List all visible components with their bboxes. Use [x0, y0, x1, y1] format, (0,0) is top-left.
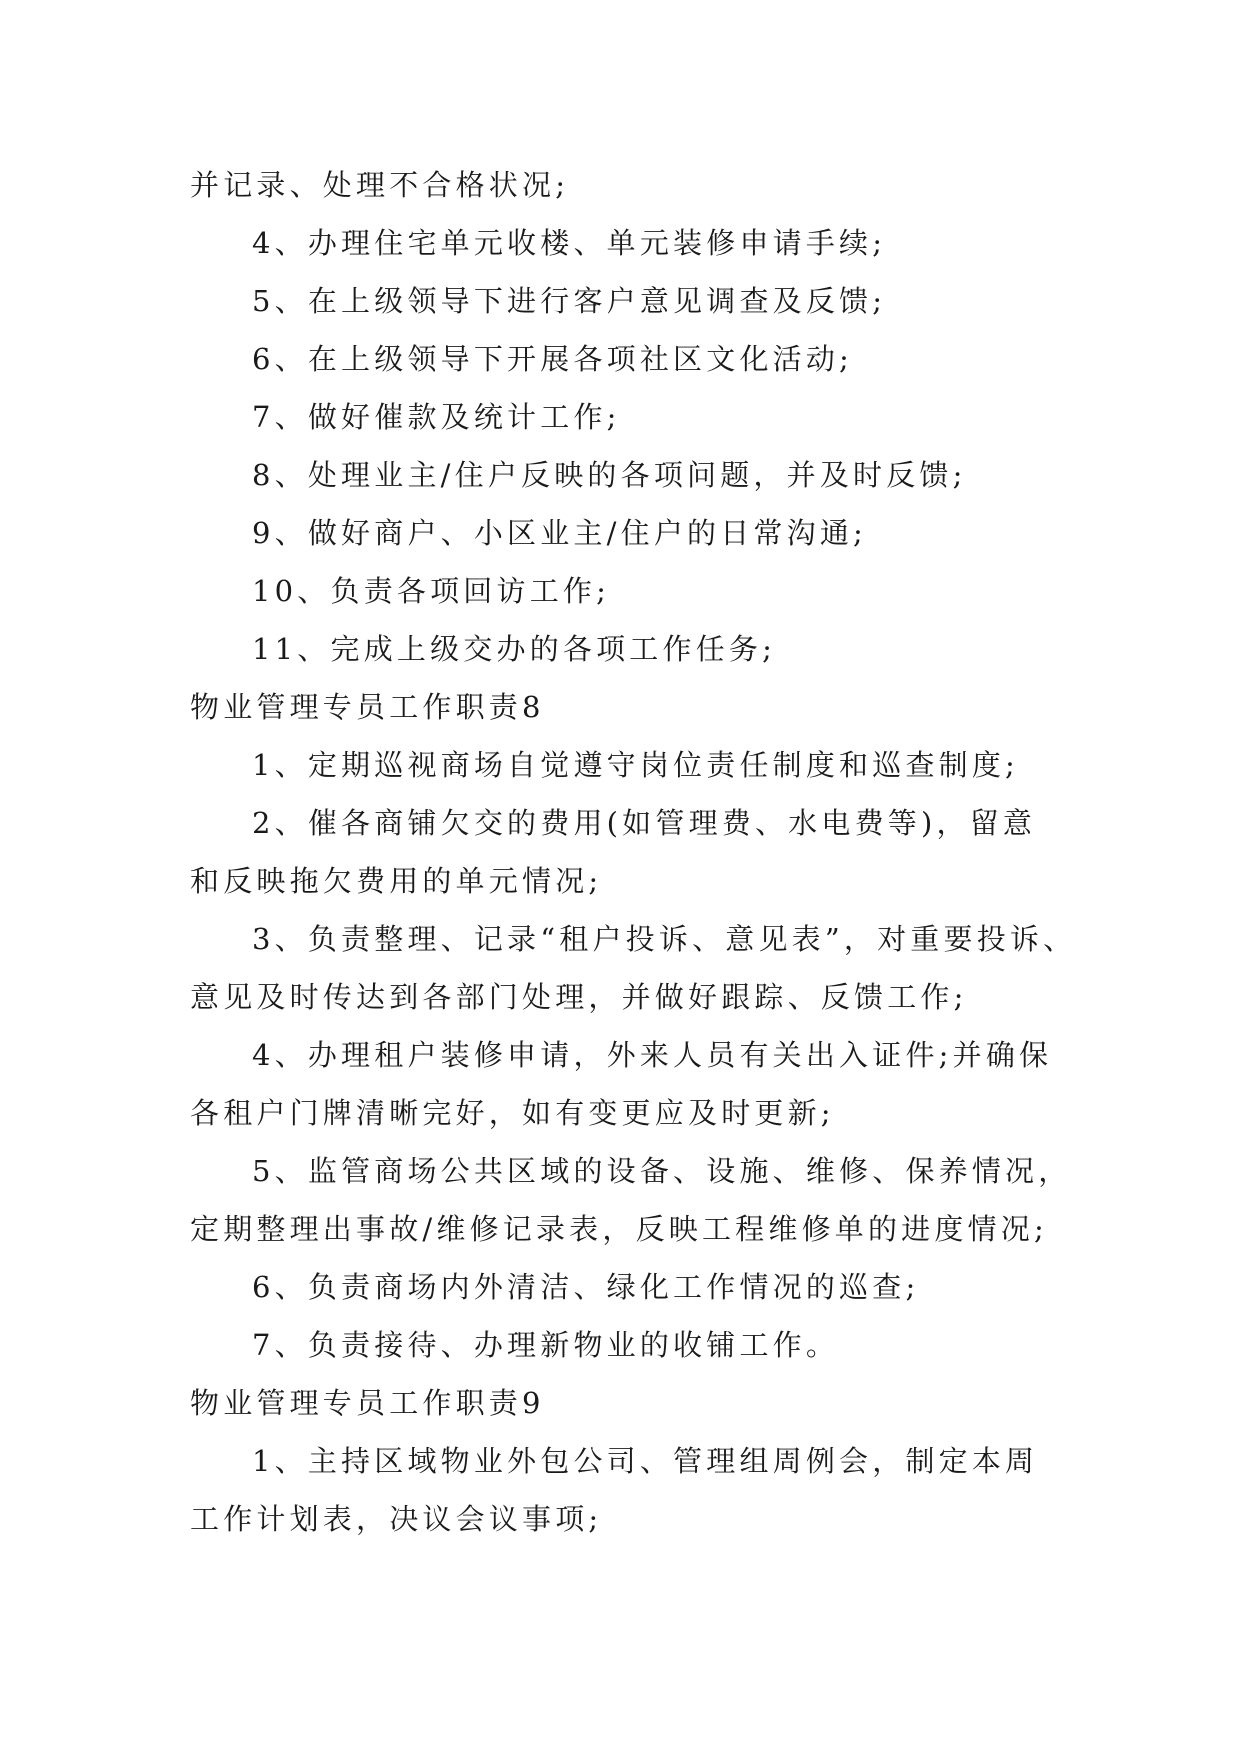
- text-line: 2、催各商铺欠交的费用(如管理费、水电费等)，留意: [252, 806, 1037, 840]
- text-line: 10、负责各项回访工作;: [252, 574, 611, 608]
- text-line: 4、办理住宅单元收楼、单元装修申请手续;: [252, 226, 887, 260]
- text-line: 6、负责商场内外清洁、绿化工作情况的巡查;: [252, 1270, 920, 1304]
- text-line: 意见及时传达到各部门处理，并做好跟踪、反馈工作;: [190, 980, 968, 1014]
- text-line: 和反映拖欠费用的单元情况;: [190, 864, 603, 898]
- text-line: 各租户门牌清晰完好，如有变更应及时更新;: [190, 1096, 835, 1130]
- text-line: 8、处理业主/住户反映的各项问题，并及时反馈;: [252, 458, 967, 492]
- text-line: 3、负责整理、记录“租户投诉、意见表”，对重要投诉、: [252, 922, 1077, 956]
- text-line: 1、主持区域物业外包公司、管理组周例会，制定本周: [252, 1444, 1039, 1478]
- text-line: 7、做好催款及统计工作;: [252, 400, 621, 434]
- section-heading: 物业管理专员工作职责9: [190, 1386, 545, 1420]
- text-line: 4、办理租户装修申请，外来人员有关出入证件;并确保: [252, 1038, 1053, 1072]
- text-line: 11、完成上级交办的各项工作任务;: [252, 632, 777, 666]
- text-line: 9、做好商户、小区业主/住户的日常沟通;: [252, 516, 867, 550]
- text-line: 并记录、处理不合格状况;: [190, 168, 570, 202]
- document-body: [190, 156, 1077, 1548]
- text-line: 5、监管商场公共区域的设备、设施、维修、保养情况，: [252, 1154, 1072, 1188]
- section-heading: 物业管理专员工作职责8: [190, 690, 545, 724]
- text-line: 6、在上级领导下开展各项社区文化活动;: [252, 342, 854, 376]
- text-line: 1、定期巡视商场自觉遵守岗位责任制度和巡查制度;: [252, 748, 1020, 782]
- text-line: 5、在上级领导下进行客户意见调查及反馈;: [252, 284, 887, 318]
- text-line: 工作计划表，决议会议事项;: [190, 1502, 603, 1536]
- text-line: 定期整理出事故/维修记录表，反映工程维修单的进度情况;: [190, 1212, 1048, 1246]
- text-line: 7、负责接待、办理新物业的收铺工作。: [252, 1328, 840, 1362]
